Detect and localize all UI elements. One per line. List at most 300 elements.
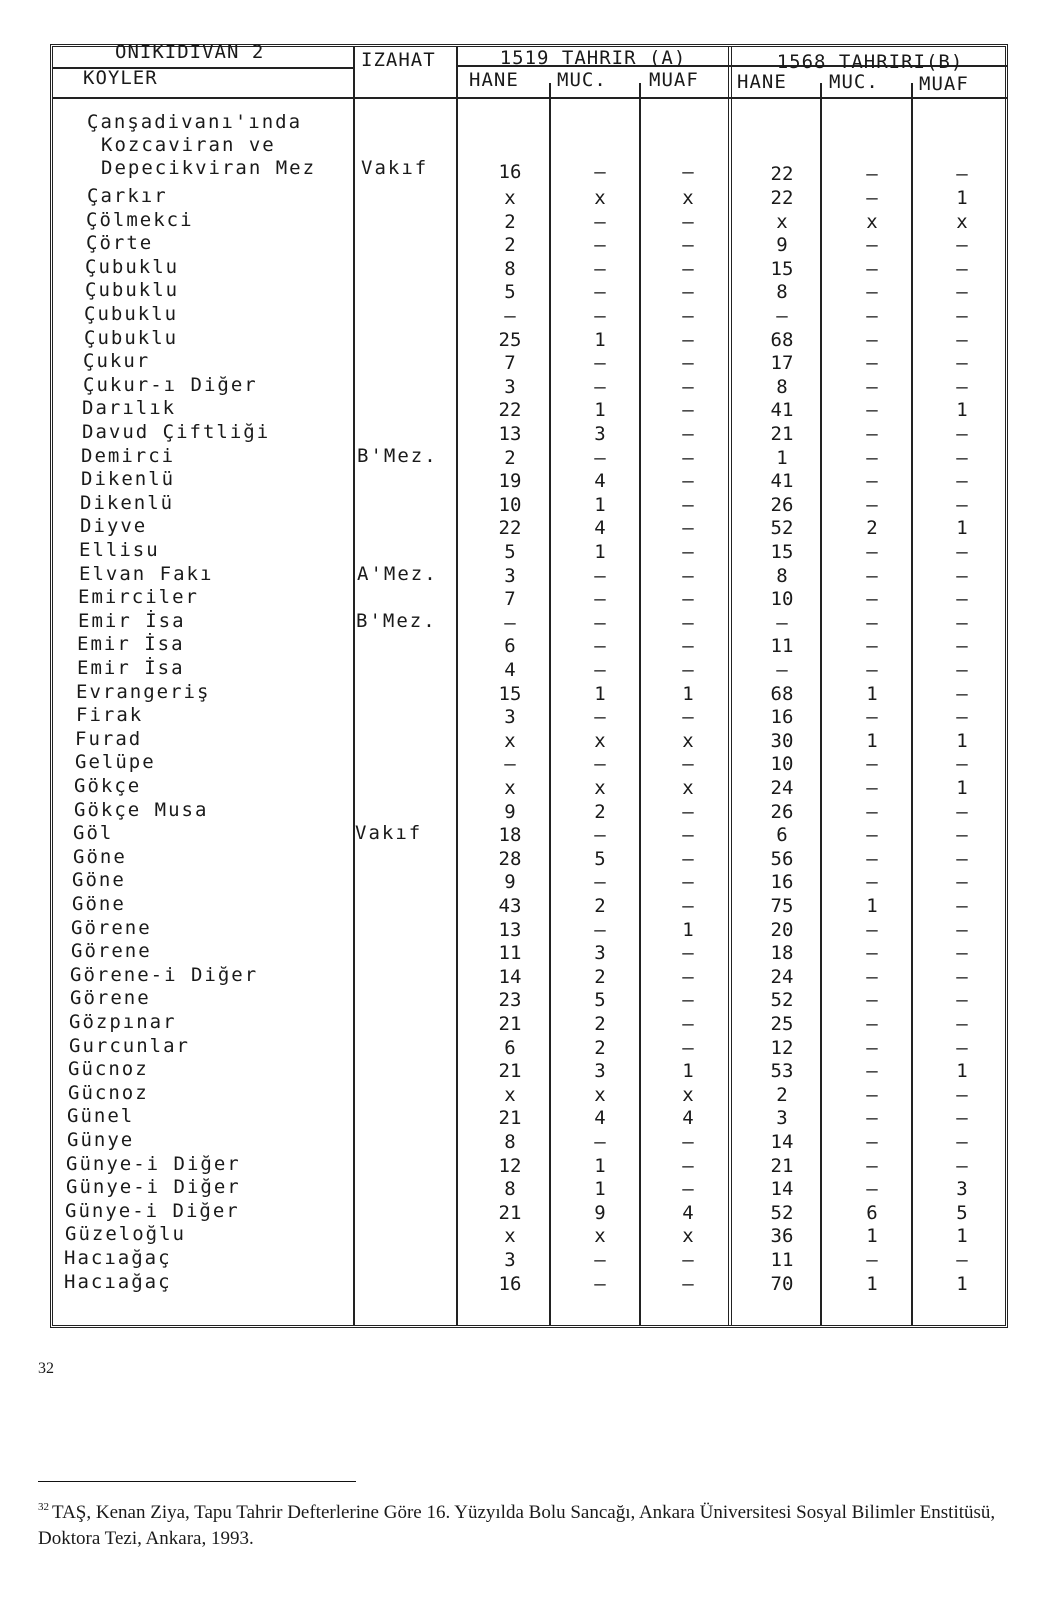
muc-a-heading: MUC. <box>557 69 607 91</box>
hane-b-value: 2 <box>776 1083 788 1106</box>
muaf-a-value: – <box>682 989 694 1012</box>
muaf-a-value: – <box>682 847 694 870</box>
village-name: Gökçe Musa <box>74 798 209 821</box>
muaf-a-value: x <box>682 1225 694 1248</box>
village-name: Çukur-ı Diğer <box>83 373 258 396</box>
hane-b-value: 16 <box>770 706 794 729</box>
muaf-b-value: – <box>956 635 968 658</box>
village-name: Gurcunlar <box>69 1034 190 1057</box>
village-name: Emir İsa <box>78 609 186 632</box>
village-name: Dikenlü <box>80 491 175 514</box>
village-name: Emir İsa <box>77 633 185 656</box>
muc-a-value: 1 <box>594 399 606 422</box>
muc-a-value: – <box>594 871 606 894</box>
muaf-a-value: – <box>682 1013 694 1035</box>
muc-b-value: 1 <box>866 1225 878 1248</box>
hane-b-value: 26 <box>770 800 794 823</box>
muc-a-value: 9 <box>594 1201 606 1224</box>
muc-b-value: – <box>866 493 878 516</box>
muc-a-value: x <box>594 1083 606 1106</box>
muaf-b-value: – <box>956 234 968 257</box>
village-name: Görene-i Diğer <box>70 963 259 986</box>
muc-b-value: – <box>866 635 878 658</box>
muaf-a-value: – <box>682 1154 694 1177</box>
muc-b-value: 2 <box>866 517 878 540</box>
muaf-a-value: – <box>682 470 694 493</box>
col-divider <box>456 47 458 1325</box>
village-name: Göne <box>73 845 127 868</box>
muc-a-value: – <box>594 375 606 398</box>
tahrir-1568-heading: 1568 TAHRIRI(B) <box>776 51 964 73</box>
muaf-a-value: – <box>682 352 694 375</box>
hane-b-value: 30 <box>770 729 794 752</box>
hane-b-value: 3 <box>776 1107 788 1130</box>
muaf-a-value: – <box>682 942 694 965</box>
muc-a-value: 5 <box>594 847 606 870</box>
village-name: Çanşadivanı'ında <box>87 111 303 133</box>
muaf-b-value: – <box>956 800 968 823</box>
hane-a-value: 6 <box>504 1036 516 1059</box>
muaf-b-value: 1 <box>956 777 968 799</box>
village-name: Günye-i Diğer <box>66 1176 241 1199</box>
muaf-b-value: – <box>956 965 968 988</box>
muaf-b-value: – <box>956 847 968 870</box>
muc-b-value: – <box>866 989 878 1012</box>
muaf-b-value: – <box>956 564 968 587</box>
hane-b-value: 8 <box>776 375 788 398</box>
muc-b-value: – <box>866 1178 878 1201</box>
hane-b-value: – <box>776 305 788 327</box>
muc-a-value: – <box>594 161 606 183</box>
muc-a-value: – <box>594 611 606 634</box>
village-name: Emir İsa <box>77 657 185 679</box>
hane-b-value: 21 <box>770 1154 794 1177</box>
muc-b-value: – <box>866 777 878 799</box>
hane-b-value: 16 <box>770 871 794 894</box>
village-name: Elvan Fakı <box>79 562 214 585</box>
muc-a-value: – <box>594 564 606 587</box>
muaf-b-value: – <box>956 1083 968 1106</box>
muc-b-value: – <box>866 541 878 563</box>
hane-a-value: 5 <box>504 281 516 304</box>
muaf-b-value: – <box>956 1131 968 1153</box>
hane-b-value: 52 <box>770 1201 794 1224</box>
hane-a-value: 3 <box>504 1249 516 1271</box>
hane-b-value: 41 <box>770 470 794 493</box>
muaf-b-value: – <box>956 918 968 941</box>
hane-b-value: 1 <box>776 446 788 469</box>
hane-a-value: 2 <box>504 446 516 469</box>
muc-b-value: – <box>866 257 878 280</box>
hane-a-value: 22 <box>498 399 522 422</box>
hane-b-value: 36 <box>770 1225 794 1248</box>
muc-a-value: – <box>594 210 606 233</box>
muc-a-value: – <box>594 1272 606 1295</box>
muc-b-value: – <box>866 1249 878 1271</box>
muc-a-value: 1 <box>594 1178 606 1201</box>
hane-a-value: x <box>504 729 516 752</box>
muaf-b-value: 5 <box>956 1201 968 1224</box>
muaf-b-value: 1 <box>956 729 968 752</box>
muaf-b-value: – <box>956 352 968 375</box>
muc-b-value: – <box>866 375 878 398</box>
muc-a-value: 3 <box>594 423 606 445</box>
village-name: Çörte <box>86 232 154 255</box>
muaf-b-value: – <box>956 682 968 705</box>
muaf-a-value: – <box>682 1272 694 1295</box>
village-name: Diyve <box>80 515 148 538</box>
izahat-value: B'Mez. <box>357 444 438 467</box>
muc-a-value: 1 <box>594 328 606 351</box>
header-rule <box>53 97 1008 99</box>
hane-b-value: 68 <box>770 682 794 705</box>
hane-b-value: 24 <box>770 777 794 799</box>
village-name: Demirci <box>81 444 176 467</box>
muaf-b-value: – <box>956 895 968 917</box>
muaf-b-value: – <box>956 493 968 516</box>
muaf-a-value: – <box>682 446 694 469</box>
muc-b-value: – <box>866 399 878 422</box>
izahat-value: Vakıf <box>361 157 429 179</box>
muc-a-value: 2 <box>594 895 606 917</box>
col-divider <box>911 83 913 1325</box>
muc-b-value: – <box>866 305 878 327</box>
muc-a-value: – <box>594 305 606 327</box>
village-name: Çukur <box>83 350 151 373</box>
col-divider <box>728 47 732 1325</box>
hane-a-value: 4 <box>504 659 516 681</box>
hane-b-value: 15 <box>770 541 794 563</box>
muaf-a-value: x <box>682 777 694 799</box>
hane-b-value: 11 <box>770 1249 794 1271</box>
muaf-a-value: 1 <box>682 918 694 941</box>
muc-a-value: – <box>594 1131 606 1153</box>
muc-a-value: x <box>594 777 606 799</box>
hane-b-value: 52 <box>770 989 794 1012</box>
muc-a-value: 5 <box>594 989 606 1012</box>
muaf-a-value: – <box>682 564 694 587</box>
muaf-b-value: – <box>956 163 968 185</box>
hane-a-value: 16 <box>498 161 522 183</box>
muaf-a-value: – <box>682 895 694 917</box>
col-divider <box>639 83 641 1325</box>
muaf-a-value: – <box>682 328 694 351</box>
muaf-b-value: 3 <box>956 1178 968 1201</box>
muc-b-value: – <box>866 564 878 587</box>
muaf-a-value: – <box>682 257 694 280</box>
village-name: Gökçe <box>74 775 142 797</box>
village-name: Günye-i Diğer <box>65 1199 240 1222</box>
hane-a-value: 5 <box>504 541 516 563</box>
muaf-a-value: – <box>682 706 694 729</box>
hane-a-value: 43 <box>498 895 522 917</box>
hane-b-value: 17 <box>770 352 794 375</box>
hane-b-value: 6 <box>776 824 788 847</box>
village-name: Çubuklu <box>85 255 180 278</box>
muc-b-value: – <box>866 470 878 493</box>
muc-a-value: – <box>594 257 606 280</box>
village-name: Ellisu <box>79 539 160 561</box>
hane-a-value: 3 <box>504 706 516 729</box>
muaf-b-value: – <box>956 1154 968 1177</box>
muaf-a-value: – <box>682 753 694 776</box>
muaf-b-value: – <box>956 659 968 681</box>
muaf-a-value: – <box>682 965 694 988</box>
hane-a-value: 21 <box>498 1060 522 1083</box>
muaf-a-value: – <box>682 281 694 304</box>
village-name: Göne <box>72 893 126 915</box>
muc-a-value: 4 <box>594 470 606 493</box>
muc-a-value: 4 <box>594 517 606 540</box>
muc-a-value: 2 <box>594 1036 606 1059</box>
muc-a-value: 1 <box>594 682 606 705</box>
col-divider <box>820 83 822 1325</box>
muc-b-value: – <box>866 1107 878 1130</box>
village-name: Görene <box>71 916 152 939</box>
hane-a-value: x <box>504 1083 516 1106</box>
muaf-b-value: 1 <box>956 1225 968 1248</box>
muc-a-value: – <box>594 635 606 658</box>
muaf-b-value: – <box>956 305 968 327</box>
muc-b-value: – <box>866 163 878 185</box>
muc-b-value: – <box>866 753 878 776</box>
muaf-b-value: 1 <box>956 517 968 540</box>
hane-a-value: 13 <box>498 918 522 941</box>
hane-a-value: 3 <box>504 375 516 398</box>
muaf-a-value: 4 <box>682 1107 694 1130</box>
muaf-a-value: – <box>682 399 694 422</box>
muaf-b-value: – <box>956 871 968 894</box>
muaf-a-value: – <box>682 659 694 681</box>
village-name: Depecikviran Mez <box>101 157 317 179</box>
muc-a-value: 2 <box>594 965 606 988</box>
hane-b-value: 24 <box>770 965 794 988</box>
muaf-b-value: – <box>956 1013 968 1035</box>
muc-a-value: x <box>594 729 606 752</box>
muaf-b-value: – <box>956 706 968 729</box>
muc-b-value: – <box>866 423 878 445</box>
district-heading: ONIKIDIVAN 2 <box>115 41 265 63</box>
hane-b-value: 70 <box>770 1272 794 1295</box>
muc-b-value: – <box>866 824 878 847</box>
muc-b-value: – <box>866 659 878 681</box>
muaf-a-value: x <box>682 187 694 209</box>
muaf-a-value: – <box>682 611 694 634</box>
hane-b-value: 10 <box>770 588 794 611</box>
muaf-b-value: – <box>956 611 968 634</box>
muaf-a-value: – <box>682 161 694 183</box>
muaf-b-value: 1 <box>956 399 968 422</box>
footnote <box>38 1494 1028 1552</box>
muc-b-value: – <box>866 446 878 469</box>
muc-a-value: 4 <box>594 1107 606 1130</box>
hane-a-value: 18 <box>498 824 522 847</box>
village-name: Hacıağaç <box>64 1270 172 1293</box>
muaf-b-value: – <box>956 328 968 351</box>
village-name: Çubuklu <box>84 326 179 349</box>
hane-b-value: 21 <box>770 423 794 445</box>
muc-b-value: – <box>866 352 878 375</box>
muaf-b-value: – <box>956 989 968 1012</box>
muc-b-value: – <box>866 588 878 611</box>
hane-b-value: 10 <box>770 753 794 776</box>
hane-b-value: 53 <box>770 1060 794 1083</box>
muc-b-heading: MUC. <box>829 71 879 93</box>
hane-a-value: 22 <box>498 517 522 540</box>
hane-a-value: 8 <box>504 257 516 280</box>
hane-a-value: x <box>504 1225 516 1248</box>
hane-b-value: 26 <box>770 493 794 516</box>
muaf-a-value: – <box>682 635 694 658</box>
village-name: Darılık <box>82 397 177 420</box>
hane-b-value: 25 <box>770 1013 794 1035</box>
hane-b-value: 52 <box>770 517 794 540</box>
muaf-b-value: – <box>956 1249 968 1271</box>
muaf-a-heading: MUAF <box>649 69 699 91</box>
muc-a-value: x <box>594 187 606 209</box>
muaf-b-value: – <box>956 446 968 469</box>
hane-a-value: 15 <box>498 682 522 705</box>
village-name: Görene <box>71 940 152 963</box>
hane-a-value: – <box>504 305 516 327</box>
izahat-value: B'Mez. <box>356 609 437 632</box>
muc-b-value: – <box>866 1060 878 1083</box>
hane-a-value: – <box>504 611 516 634</box>
muaf-b-value: – <box>956 257 968 280</box>
muc-a-value: x <box>594 1225 606 1248</box>
hane-a-value: 21 <box>498 1107 522 1130</box>
footnote-marker: 32 <box>38 1501 49 1513</box>
muc-b-value: – <box>866 706 878 729</box>
muaf-a-value: 1 <box>682 682 694 705</box>
hane-a-value: 11 <box>498 942 522 965</box>
village-name: Kozcaviran ve <box>101 134 276 156</box>
muaf-a-value: – <box>682 871 694 894</box>
muaf-b-value: – <box>956 942 968 965</box>
muaf-b-value: – <box>956 1036 968 1059</box>
hane-a-value: 16 <box>498 1272 522 1295</box>
hane-a-value: x <box>504 777 516 799</box>
muaf-a-value: – <box>682 210 694 233</box>
izahat-value: A'Mez. <box>357 562 438 585</box>
hane-b-value: 14 <box>770 1131 794 1153</box>
hane-a-value: x <box>504 187 516 209</box>
muaf-b-value: – <box>956 541 968 563</box>
muc-b-value: 1 <box>866 1272 878 1295</box>
hane-b-value: 41 <box>770 399 794 422</box>
muaf-b-value: – <box>956 588 968 611</box>
muc-a-value: 1 <box>594 493 606 516</box>
muaf-b-value: – <box>956 470 968 493</box>
muaf-a-value: 1 <box>682 1060 694 1083</box>
muc-b-value: – <box>866 871 878 894</box>
muc-a-value: 1 <box>594 541 606 563</box>
muc-a-value: 1 <box>594 1154 606 1177</box>
hane-a-value: 23 <box>498 989 522 1012</box>
footnote-divider <box>38 1481 356 1482</box>
izahat-heading: IZAHAT <box>361 49 436 71</box>
hane-a-value: 9 <box>504 871 516 894</box>
muc-a-value: – <box>594 281 606 304</box>
village-name: Çubuklu <box>84 303 179 325</box>
hane-b-value: 22 <box>770 163 794 185</box>
hane-b-value: 22 <box>770 187 794 209</box>
muc-a-value: – <box>594 918 606 941</box>
muc-a-value: – <box>594 234 606 257</box>
muaf-b-value: – <box>956 824 968 847</box>
muc-b-value: – <box>866 328 878 351</box>
muaf-b-value: – <box>956 423 968 445</box>
village-name: Hacıağaç <box>64 1247 172 1269</box>
village-name: Gözpınar <box>69 1011 177 1033</box>
hane-b-value: x <box>776 210 788 233</box>
muc-b-value: – <box>866 611 878 634</box>
muc-b-value: – <box>866 187 878 209</box>
hane-a-value: 7 <box>504 352 516 375</box>
muaf-b-value: 1 <box>956 1060 968 1083</box>
muaf-a-value: x <box>682 729 694 752</box>
muc-b-value: 6 <box>866 1201 878 1224</box>
muaf-a-value: – <box>682 1178 694 1201</box>
muaf-b-value: – <box>956 753 968 776</box>
hane-b-value: 75 <box>770 895 794 917</box>
muc-b-value: – <box>866 847 878 870</box>
page-number: 32 <box>38 1360 54 1377</box>
hane-a-value: 12 <box>498 1154 522 1177</box>
muaf-a-value: – <box>682 234 694 257</box>
hane-b-value: 9 <box>776 234 788 257</box>
village-name: Çubuklu <box>85 279 180 302</box>
muc-a-value: – <box>594 824 606 847</box>
hane-a-value: 2 <box>504 210 516 233</box>
hane-a-value: 8 <box>504 1178 516 1201</box>
muaf-b-value: 1 <box>956 187 968 209</box>
muaf-a-value: – <box>682 588 694 611</box>
village-name: Güzeloğlu <box>65 1223 186 1246</box>
footnote-text: TAŞ, Kenan Ziya, Tapu Tahrir Defterlerine Göre 16. Yüzyılda Bolu Sancağı, Ankara Üniversitesi Sosyal Bilimler Enstitüsü, Doktora Tezi, Ankara, 1993. <box>38 1502 996 1549</box>
hane-b-value: 56 <box>770 847 794 870</box>
hane-a-value: 21 <box>498 1013 522 1035</box>
muc-a-value: – <box>594 1249 606 1271</box>
village-name: Göl <box>73 822 114 845</box>
villages-heading: KOYLER <box>83 67 158 89</box>
village-name: Göne <box>72 869 126 892</box>
village-name: Günye-i Diğer <box>66 1152 241 1175</box>
hane-a-value: 9 <box>504 800 516 823</box>
hane-b-value: 15 <box>770 257 794 280</box>
village-name: Evrangeriş <box>76 680 211 703</box>
hane-a-value: 6 <box>504 635 516 658</box>
muaf-a-value: – <box>682 1131 694 1153</box>
village-name: Dikenlü <box>81 468 176 491</box>
muc-a-value: 3 <box>594 1060 606 1083</box>
muc-b-value: – <box>866 281 878 304</box>
hane-b-value: – <box>776 611 788 634</box>
muc-b-value: – <box>866 1013 878 1035</box>
col-divider <box>353 47 355 1325</box>
muc-a-value: 3 <box>594 942 606 965</box>
hane-a-value: 2 <box>504 234 516 257</box>
muaf-a-value: – <box>682 493 694 516</box>
village-name: Furad <box>75 727 143 750</box>
izahat-value: Vakıf <box>355 822 423 845</box>
muc-b-value: – <box>866 1083 878 1106</box>
muc-a-value: – <box>594 446 606 469</box>
hane-a-value: 25 <box>498 328 522 351</box>
muc-a-value: – <box>594 706 606 729</box>
muaf-a-value: – <box>682 1036 694 1059</box>
muc-b-value: 1 <box>866 729 878 752</box>
